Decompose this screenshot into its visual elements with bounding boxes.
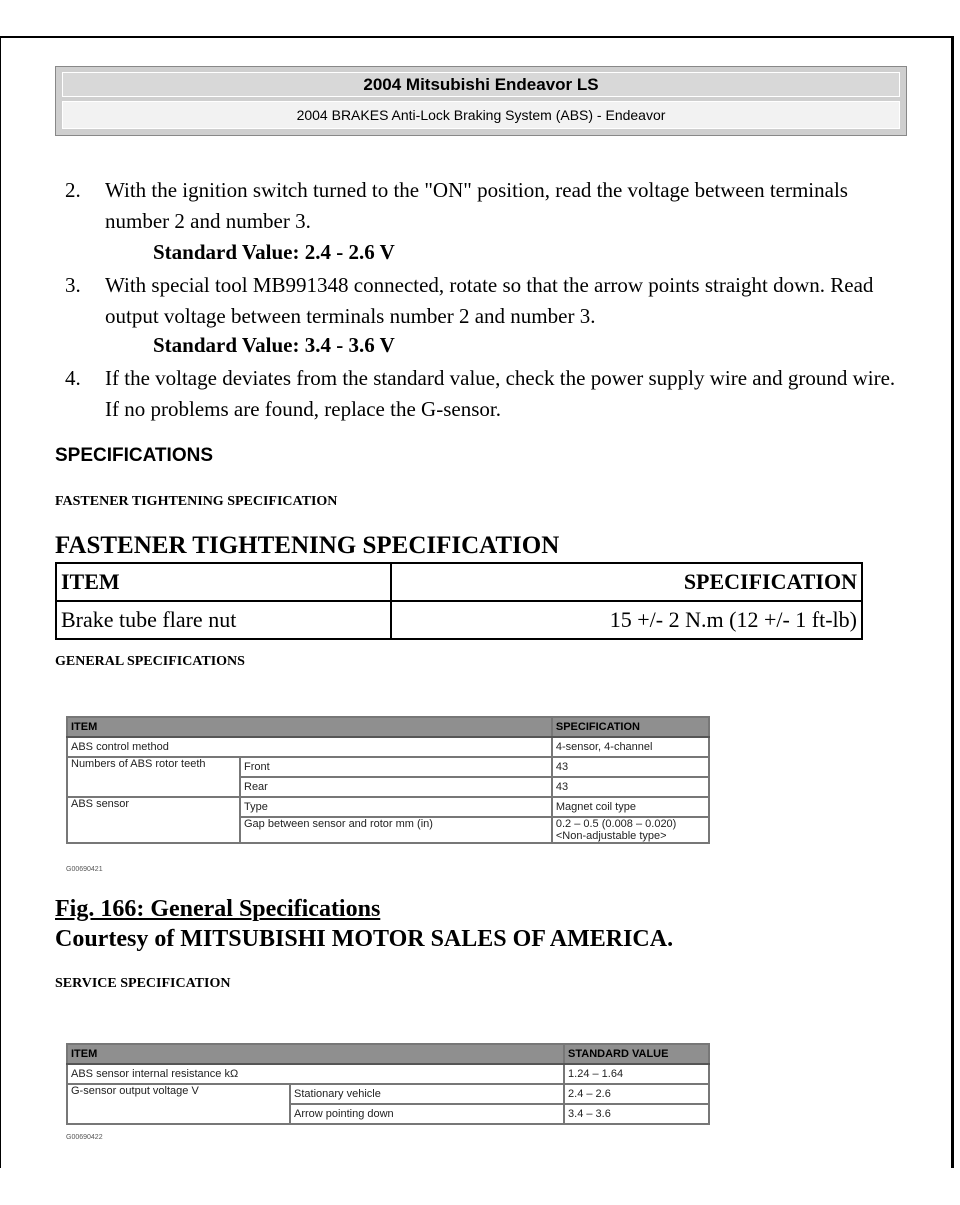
figure-code: G00690421 <box>66 866 103 873</box>
table-row <box>67 797 709 817</box>
fastener-small-heading: FASTENER TIGHTENING SPECIFICATION <box>55 494 338 509</box>
step-number: 4. <box>65 366 81 390</box>
cell-item: ABS control method <box>67 737 552 757</box>
cell-item: ABS sensor internal resistance kΩ <box>67 1064 564 1084</box>
column-header-item: ITEM <box>67 717 552 737</box>
cell-item: ABS sensor <box>67 797 240 843</box>
courtesy-line: Courtesy of MITSUBISHI MOTOR SALES OF AMERICA. <box>55 926 674 952</box>
cell-value: 1.24 – 1.64 <box>564 1064 709 1084</box>
table-header-row <box>67 717 709 737</box>
vehicle-title: 2004 Mitsubishi Endeavor LS <box>62 72 900 97</box>
step-number: 2. <box>65 178 81 202</box>
figure-caption: Fig. 166: General Specifications <box>55 896 381 922</box>
standard-value-1: Standard Value: 2.4 - 2.6 V <box>153 240 395 264</box>
cell-subitem: Front <box>240 757 552 777</box>
general-specifications-figure <box>66 716 710 844</box>
cell-value-line-1: 0.2 – 0.5 (0.008 – 0.020) <box>555 818 677 830</box>
table-row <box>67 737 709 757</box>
cell-value: 3.4 – 3.6 <box>564 1104 709 1124</box>
general-specifications-heading: GENERAL SPECIFICATIONS <box>55 654 245 669</box>
step-text: With special tool MB991348 connected, rotate so that the arrow points straight down. Read output voltage between terminals number 2 and number 3. <box>105 273 874 328</box>
cell-item: G-sensor output voltage V <box>67 1084 290 1124</box>
service-specification-figure <box>66 1043 710 1125</box>
section-subtitle: 2004 BRAKES Anti-Lock Braking System (ABS) - Endeavor <box>62 101 900 129</box>
column-header-specification: SPECIFICATION <box>391 563 862 601</box>
cell-item: Brake tube flare nut <box>56 601 391 639</box>
table-header-row <box>56 563 862 601</box>
column-header-standard-value: STANDARD VALUE <box>564 1044 709 1064</box>
table-row <box>56 601 862 639</box>
column-header-item: ITEM <box>67 1044 564 1064</box>
cell-value: 43 <box>552 777 709 797</box>
step-text: With the ignition switch turned to the "ON" position, read the voltage between terminals number 2 and number 3. <box>105 178 848 233</box>
cell-subitem: Type <box>240 797 552 817</box>
cell-value: 2.4 – 2.6 <box>564 1084 709 1104</box>
cell-subitem: Gap between sensor and rotor mm (in) <box>240 817 552 843</box>
column-header-item: ITEM <box>56 563 391 601</box>
figure-code: G00690422 <box>66 1134 103 1141</box>
specifications-heading: SPECIFICATIONS <box>55 445 213 466</box>
step-text: If the voltage deviates from the standard value, check the power supply wire and ground wire. If no problems are found, replace the G-sensor. <box>105 366 896 421</box>
cell-value: Magnet coil type <box>552 797 709 817</box>
fastener-table-title: FASTENER TIGHTENING SPECIFICATION <box>55 532 560 559</box>
step-number: 3. <box>65 273 81 297</box>
table-row <box>67 757 709 777</box>
cell-subitem: Stationary vehicle <box>290 1084 564 1104</box>
cell-value: 4-sensor, 4-channel <box>552 737 709 757</box>
cell-item: Numbers of ABS rotor teeth <box>67 757 240 797</box>
cell-value-line-2: <Non-adjustable type> <box>555 830 667 842</box>
cell-subitem: Rear <box>240 777 552 797</box>
document-header <box>55 66 907 136</box>
column-header-specification: SPECIFICATION <box>552 717 709 737</box>
table-header-row <box>67 1044 709 1064</box>
cell-subitem: Arrow pointing down <box>290 1104 564 1124</box>
cell-specification: 15 +/- 2 N.m (12 +/- 1 ft-lb) <box>391 601 862 639</box>
fastener-table <box>55 562 863 640</box>
table-row <box>67 1084 709 1104</box>
cell-value: 43 <box>552 757 709 777</box>
table-row <box>67 1064 709 1084</box>
service-specification-heading: SERVICE SPECIFICATION <box>55 976 231 991</box>
cell-value <box>552 817 709 843</box>
standard-value-2: Standard Value: 3.4 - 3.6 V <box>153 333 395 357</box>
